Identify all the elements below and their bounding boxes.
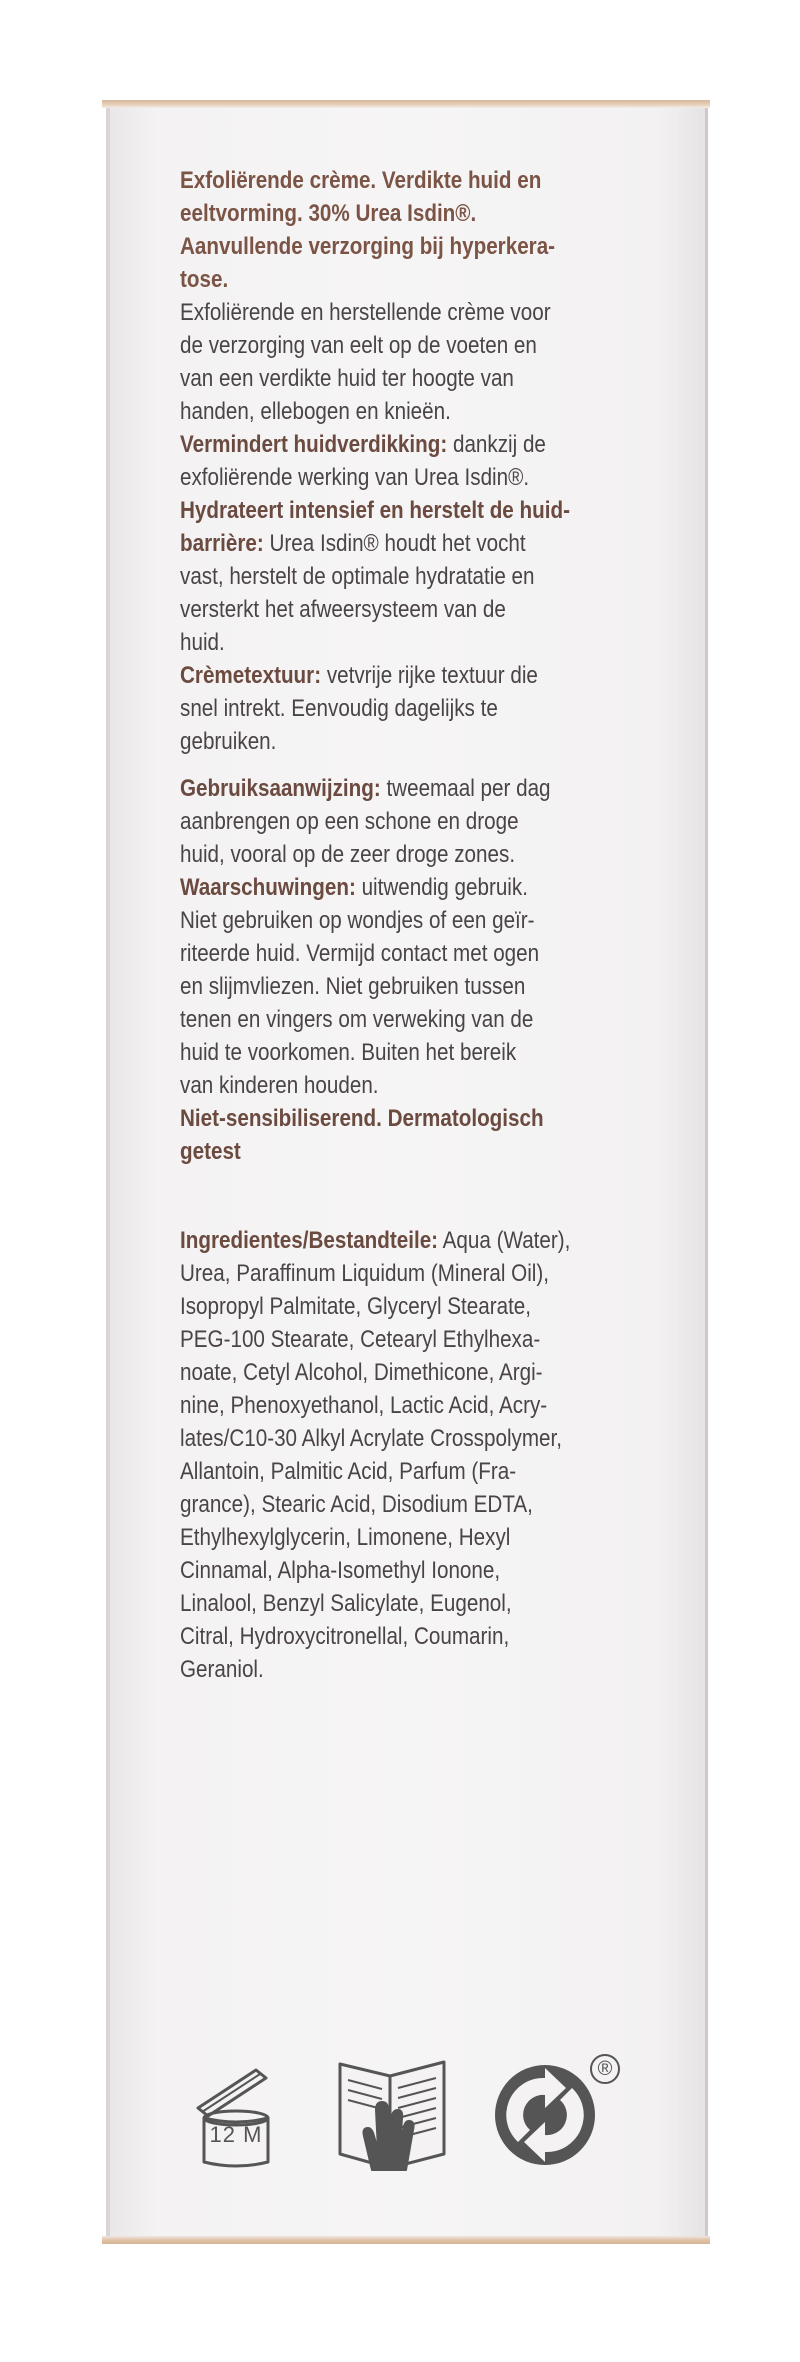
reduce-lead: Vermindert huidverdikking: bbox=[180, 431, 448, 458]
intro-line-3: van een verdikte huid ter hoogte van bbox=[180, 365, 514, 392]
usage-line-1 bbox=[180, 772, 644, 805]
ingredients-line-14: Geraniol. bbox=[180, 1656, 264, 1683]
intro-line-4: handen, ellebogen en knieën. bbox=[180, 398, 451, 425]
usage-line-2: aanbrengen op een schone en droge bbox=[180, 808, 519, 835]
tested-line-2: getest bbox=[180, 1138, 241, 1165]
ingredients-line-12: Linalool, Benzyl Salicylate, Eugenol, bbox=[180, 1590, 512, 1617]
box-top-edge bbox=[102, 100, 710, 108]
symbols-row bbox=[180, 2050, 640, 2190]
ingredients-line-7: lates/C10-30 Alkyl Acrylate Crosspolymer, bbox=[180, 1425, 563, 1452]
reduce-line-1 bbox=[180, 428, 644, 461]
registered-mark: ® bbox=[590, 2054, 620, 2084]
ingredients-line-3: Isopropyl Palmitate, Glyceryl Stearate, bbox=[180, 1293, 532, 1320]
ingredients-lead: Ingredientes/Bestandteile: bbox=[180, 1227, 439, 1254]
ingredients-line-9: grance), Stearic Acid, Disodium EDTA, bbox=[180, 1491, 533, 1518]
usage-line-3: huid, vooral op de zeer droge zones. bbox=[180, 841, 516, 868]
ingredients-line-11: Cinnamal, Alpha-Isomethyl Ionone, bbox=[180, 1557, 501, 1584]
ingredients-line-10: Ethylhexylglycerin, Limonene, Hexyl bbox=[180, 1524, 511, 1551]
warnings-line-1 bbox=[180, 871, 644, 904]
warnings-line-5: tenen en vingers om verweking van de bbox=[180, 1006, 534, 1033]
green-dot-recycle-icon bbox=[490, 2060, 600, 2170]
title-line-4: tose. bbox=[180, 266, 229, 293]
ingredients-line-6: nine, Phenoxyethanol, Lactic Acid, Acry- bbox=[180, 1392, 548, 1419]
warnings-line-3: riteerde huid. Vermijd contact met ogen bbox=[180, 940, 540, 967]
texture-rest: vetvrije rijke textuur die bbox=[321, 662, 538, 689]
open-jar-icon bbox=[186, 2050, 286, 2170]
title-line-3: Aanvullende verzorging bij hyperkera- bbox=[180, 233, 556, 260]
intro-line-2: de verzorging van eelt op de voeten en bbox=[180, 332, 537, 359]
warnings-line-4: en slijmvliezen. Niet gebruiken tussen bbox=[180, 973, 526, 1000]
pao-label: 12 M bbox=[209, 2122, 263, 2147]
tested-line-1: Niet-sensibiliserend. Dermatologisch bbox=[180, 1105, 544, 1132]
usage-rest: tweemaal per dag bbox=[380, 775, 551, 802]
texture-line-2: snel intrekt. Eenvoudig dagelijks te bbox=[180, 695, 498, 722]
hydrate-line-1: Hydrateert intensief en herstelt de huid- bbox=[180, 497, 570, 524]
hydrate-rest: Urea Isdin® houdt het vocht bbox=[263, 530, 526, 557]
ingredients-line-8: Allantoin, Palmitic Acid, Parfum (Fra- bbox=[180, 1458, 517, 1485]
ingredients-line-5: noate, Cetyl Alcohol, Dimethicone, Argi- bbox=[180, 1359, 543, 1386]
usage-lead: Gebruiksaanwijzing: bbox=[180, 775, 381, 802]
hydrate-line-3: vast, herstelt de optimale hydratatie en bbox=[180, 563, 535, 590]
ingredients-line-2: Urea, Paraffinum Liquidum (Mineral Oil), bbox=[180, 1260, 549, 1287]
warnings-rest: uitwendig gebruik. bbox=[355, 874, 528, 901]
ingredients-line-13: Citral, Hydroxycitronellal, Coumarin, bbox=[180, 1623, 510, 1650]
intro-line-1: Exfoliërende en herstellende crème voor bbox=[180, 299, 551, 326]
hydrate-line-5: huid. bbox=[180, 629, 225, 656]
title-line-2: eeltvorming. 30% Urea Isdin®. bbox=[180, 200, 477, 227]
spacer-large bbox=[180, 1168, 644, 1224]
ingredients-rest: Aqua (Water), bbox=[438, 1227, 571, 1254]
hydrate-line-4: versterkt het afweersysteem van de bbox=[180, 596, 506, 623]
warnings-lead: Waarschuwingen: bbox=[180, 874, 356, 901]
hydrate-lead: barrière: bbox=[180, 530, 264, 557]
texture-line-3: gebruiken. bbox=[180, 728, 277, 755]
ingredients-line-1 bbox=[180, 1224, 644, 1257]
title-line-1: Exfoliërende crème. Verdikte huid en bbox=[180, 167, 542, 194]
spacer bbox=[180, 758, 644, 772]
reduce-rest: dankzij de bbox=[447, 431, 546, 458]
ingredients-line-4: PEG-100 Stearate, Cetearyl Ethylhexa- bbox=[180, 1326, 541, 1353]
texture-line-1 bbox=[180, 659, 644, 692]
hydrate-line-2 bbox=[180, 527, 644, 560]
reduce-line-2: exfoliërende werking van Urea Isdin®. bbox=[180, 464, 530, 491]
box-bottom-edge bbox=[102, 2236, 710, 2244]
warnings-line-2: Niet gebruiken op wondjes of een geïr- bbox=[180, 907, 535, 934]
texture-lead: Crèmetextuur: bbox=[180, 662, 322, 689]
warnings-line-7: van kinderen houden. bbox=[180, 1072, 379, 1099]
read-leaflet-hand-icon bbox=[332, 2050, 452, 2180]
label-text bbox=[180, 164, 644, 1686]
warnings-line-6: huid te voorkomen. Buiten het bereik bbox=[180, 1039, 517, 1066]
